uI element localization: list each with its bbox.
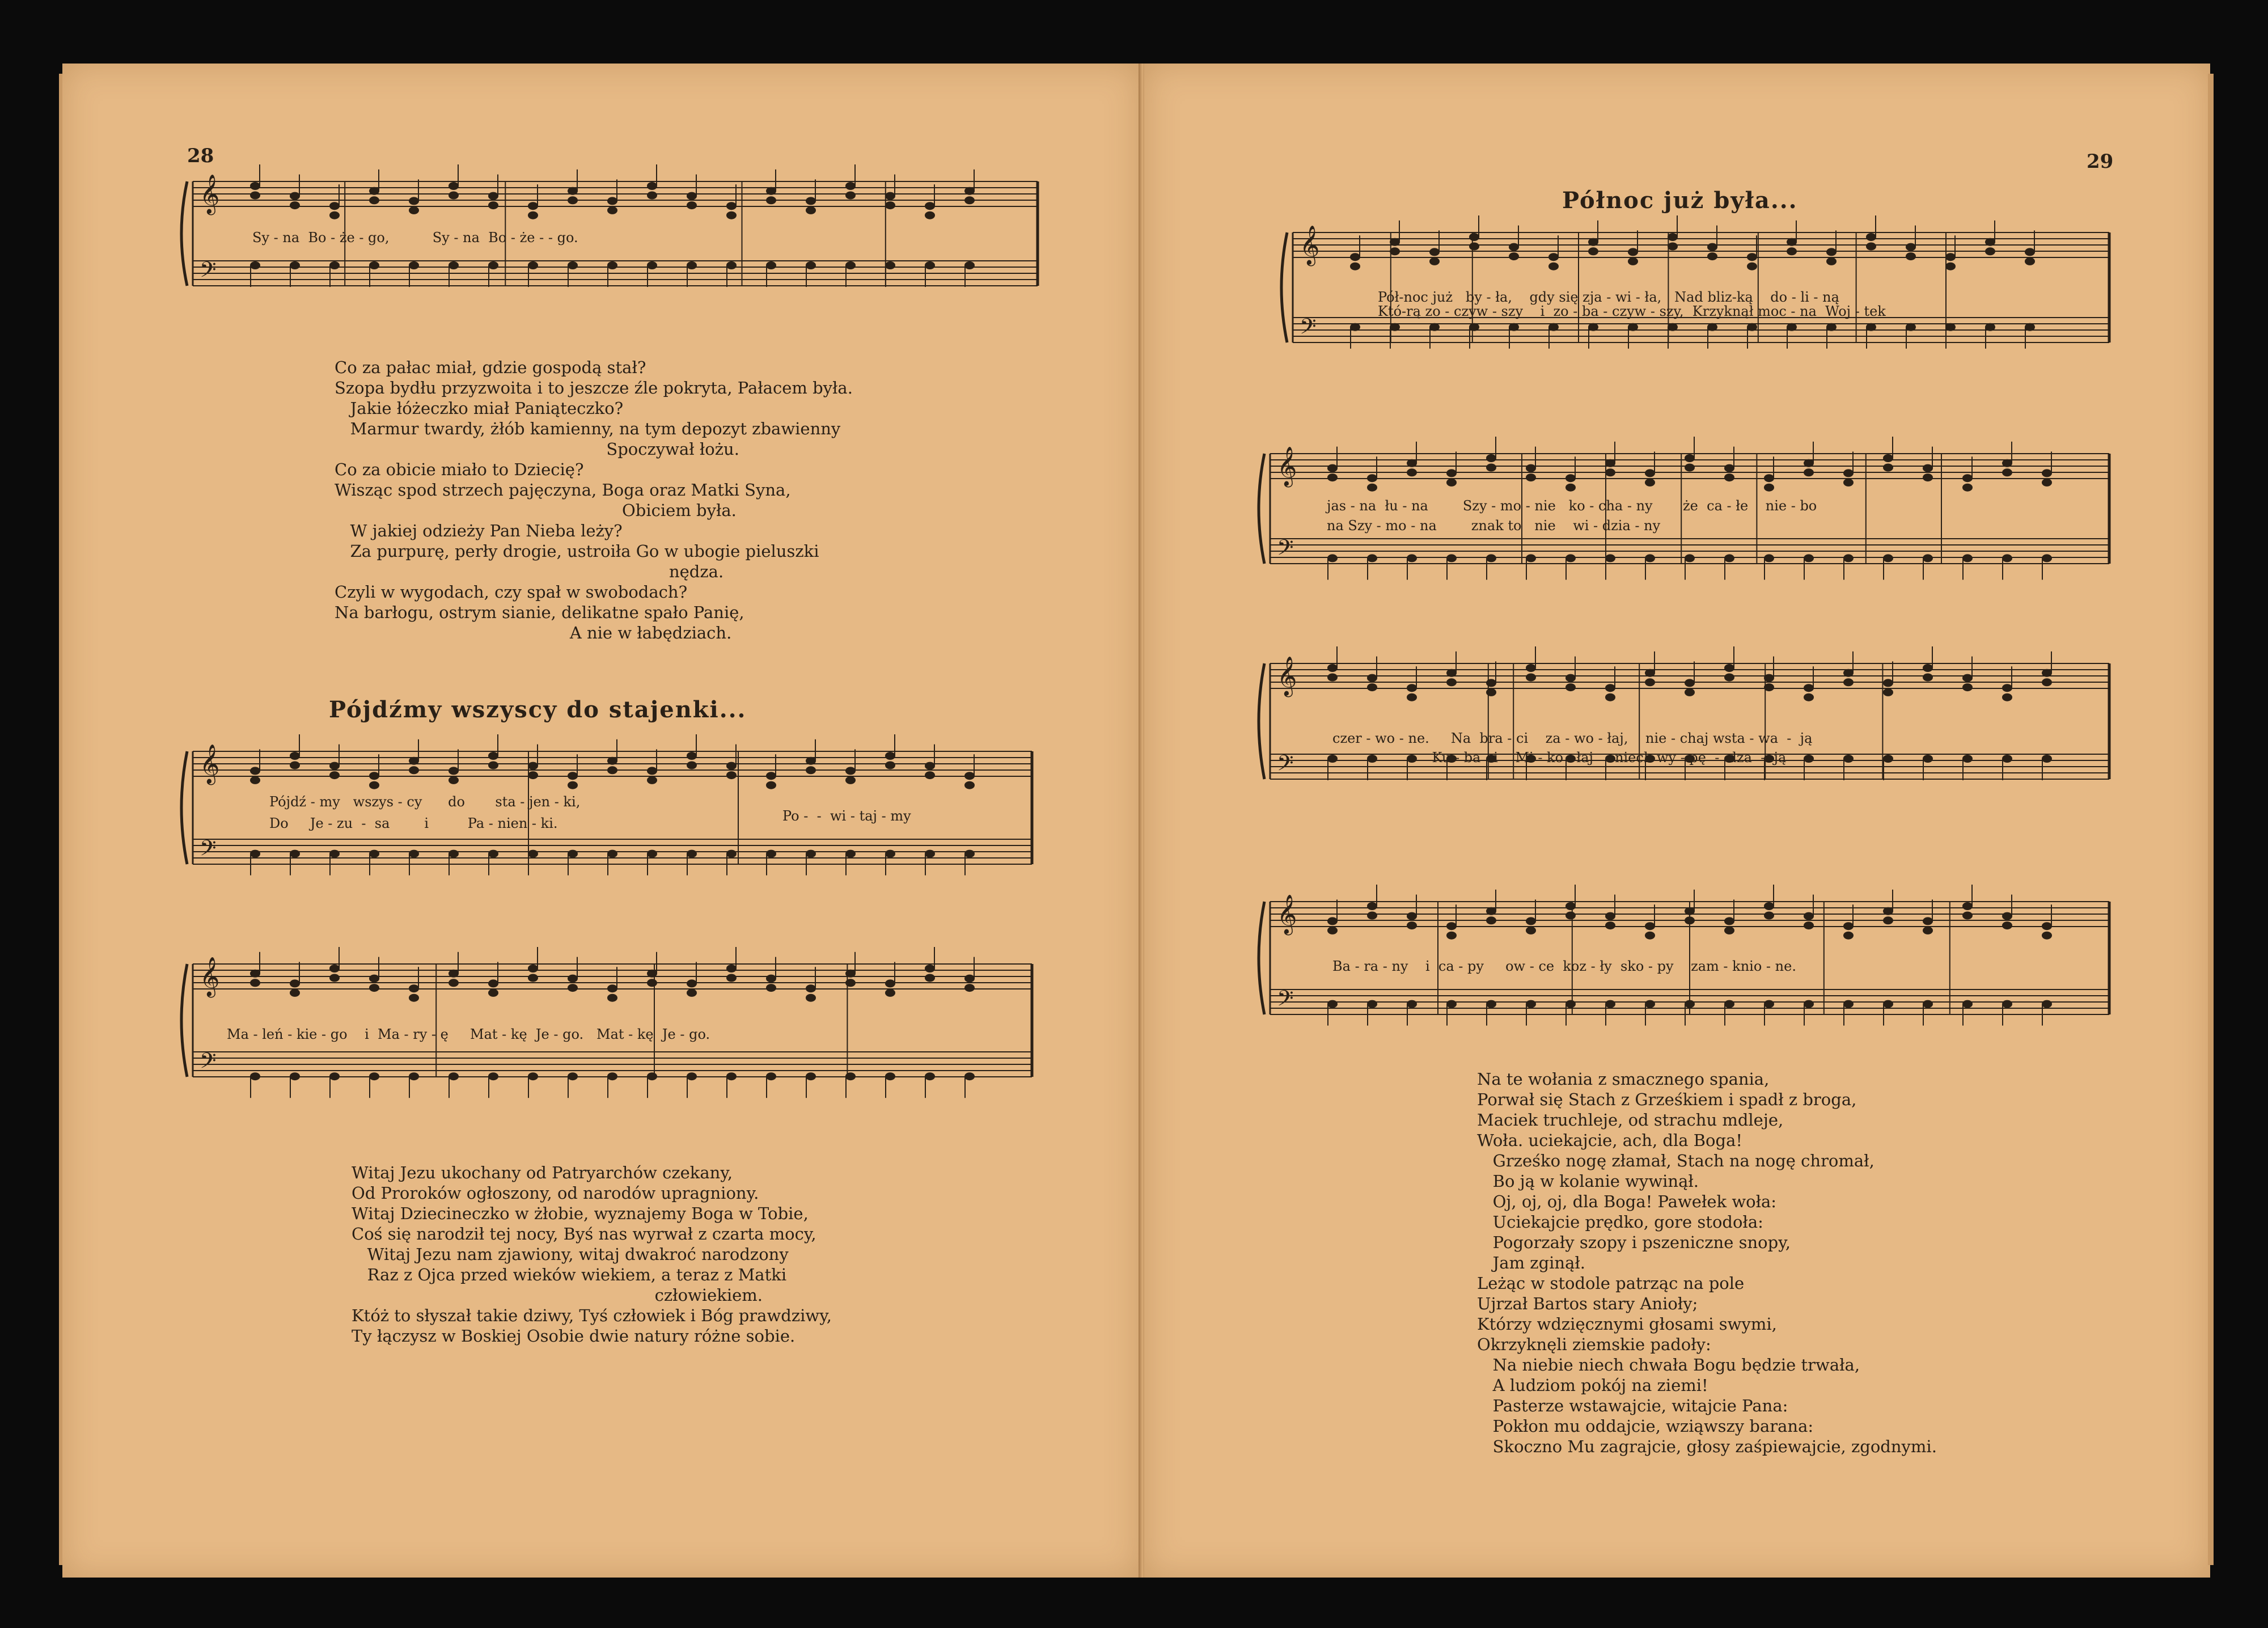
verse-line: Ujrzał Bartos stary Anioły; (1477, 1294, 1698, 1313)
verse-line: człowiekiem. (352, 1286, 763, 1305)
svg-text:𝄢: 𝄢 (1277, 535, 1294, 565)
carol3-lyrics-1a: Pół-noc już by - ła, gdy się zja - wi - ła, Nad bliz-ką do - li - ną (1378, 289, 1839, 305)
verse-line: A nie w łabędziach. (335, 623, 732, 642)
svg-text:𝄢: 𝄢 (1277, 750, 1294, 781)
verse-line: Marmur twardy, żłób kamienny, na tym depozyt zbawienny (335, 419, 841, 438)
verse-line: Witaj Jezu nam zjawiony, witaj dwakroć narodzony (352, 1245, 789, 1264)
svg-text:𝄢: 𝄢 (1277, 986, 1294, 1016)
verse-line: Uciekajcie prędko, gore stodoła: (1477, 1212, 1763, 1232)
music-system (1247, 442, 2109, 590)
carol3-lyrics-4: Ba - ra - ny i ca - py ow - ce koz - ły sko - py zam - knio - ne. (1332, 958, 1796, 974)
verse-line: Woła. uciekajcie, ach, dla Boga! (1477, 1131, 1743, 1150)
verse-line: Od Proroków ogłoszony, od narodów upragniony. (352, 1183, 759, 1203)
verse-line: Jakie łóżeczko miał Paniąteczko? (335, 399, 624, 418)
svg-text:𝄢: 𝄢 (200, 835, 217, 866)
svg-text:𝄞: 𝄞 (200, 174, 220, 214)
verse-line: Na te wołania z smacznego spania, (1477, 1069, 1770, 1089)
verse-line: Co za pałac miał, gdzie gospodą stał? (335, 358, 646, 377)
svg-text:𝄞: 𝄞 (200, 744, 220, 784)
verse-line: Spoczywał łożu. (335, 439, 739, 459)
verse-line: nędza. (335, 562, 724, 581)
svg-text:𝄢: 𝄢 (200, 257, 217, 287)
svg-text:𝄞: 𝄞 (1277, 446, 1297, 486)
verse-line: Za purpurę, perły drogie, ustroiła Go w ubogie pieluszki (335, 542, 819, 561)
carol1-verses (335, 357, 853, 643)
carol3-title: Północ już była... (1562, 187, 1798, 214)
svg-text:𝄞: 𝄞 (1277, 894, 1297, 934)
carol3-lyrics-3a: czer - wo - ne. Na bra - ci za - wo - łaj, nie - chaj wsta - wa - ją (1332, 730, 1813, 746)
verse-line: Obiciem była. (335, 501, 737, 520)
verse-line: Pokłon mu oddajcie, wziąwszy barana: (1477, 1416, 1814, 1436)
verse-line: Raz z Ojca przed wieków wiekiem, a teraz z Matki (352, 1265, 787, 1284)
verse-line: Ty łączysz w Boskiej Osobie dwie natury różne sobie. (352, 1326, 796, 1346)
verse-line: Leżąc w stodole patrząc na pole (1477, 1274, 1745, 1293)
verse-line: Czyli w wygodach, czy spał w swobodach? (335, 582, 688, 602)
carol3-lyrics-2a: jas - na łu - na Szy - mo - nie ko - cha - ny że ca - łe nie - bo (1327, 498, 1817, 514)
verse-line: Pogorzały szopy i pszeniczne snopy, (1477, 1233, 1791, 1252)
verse-line: Grześko nogę złamał, Stach na nogę chromał, (1477, 1151, 1875, 1170)
carol2-lyrics-3: Po - - wi - taj - my (782, 808, 911, 824)
verse-line: Wisząc spod strzech pajęczyna, Boga oraz Matki Syna, (335, 480, 791, 500)
carol3-lyrics-2b: na Szy - mo - na znak to nie wi - dzia - ny (1327, 518, 1661, 534)
carol2-lyrics-2: Do Je - zu - sa i Pa - nien - ki. (269, 815, 558, 831)
verse-line: Którzy wdzięcznymi głosami swymi, (1477, 1314, 1777, 1334)
verse-line: Jam zginął. (1477, 1253, 1585, 1272)
verse-line: Co za obicie miało to Dziecię? (335, 460, 584, 479)
svg-text:𝄢: 𝄢 (1300, 314, 1317, 344)
verse-line: A ludziom pokój na ziemi! (1477, 1376, 1708, 1395)
svg-text:𝄞: 𝄞 (1300, 225, 1320, 265)
carol2-lyrics-1: Pójdź - my wszys - cy do sta - jen - ki, (269, 794, 581, 810)
verse-line: Witaj Dziecineczko w żłobie, wyznajemy Boga w Tobie, (352, 1204, 809, 1223)
carol3-verses (1477, 1069, 1937, 1457)
verse-line: Porwał się Stach z Grześkiem i spadł z broga, (1477, 1090, 1857, 1109)
carol1-lyrics: Sy - na Bo - że - go, Sy - na Bo - że - - go. (252, 230, 578, 246)
svg-text:𝄞: 𝄞 (1277, 656, 1297, 696)
verse-line: Szopa bydłu przyzwoita i to jeszcze źle pokryta, Pałacem była. (335, 378, 853, 398)
carol3-lyrics-3b: Ku - ba i Mi - ko - łaj niech wy - pę - dza - ją (1332, 750, 1787, 766)
page-number-left: 28 (187, 145, 214, 167)
verse-line: Oj, oj, oj, dla Boga! Pawełek woła: (1477, 1192, 1777, 1211)
verse-line: Któż to słyszał takie dziwy, Tyś człowiek i Bóg prawdziwy, (352, 1306, 832, 1325)
verse-line: Skoczno Mu zagrajcie, głosy zaśpiewajcie, zgodnymi. (1477, 1437, 1937, 1456)
verse-line: Maciek truchleje, od strachu mdleje, (1477, 1110, 1784, 1130)
carol2-lyrics-4: Ma - leń - kie - go i Ma - ry - ę Mat - kę Je - go. Mat - kę Je - go. (227, 1026, 710, 1042)
page-number-right: 29 (2087, 150, 2114, 173)
verse-line: Na niebie niech chwała Bogu będzie trwała, (1477, 1355, 1860, 1375)
carol2-title: Pójdźmy wszyscy do stajenki... (329, 696, 747, 723)
verse-line: Okrzyknęli ziemskie padoły: (1477, 1335, 1711, 1354)
verse-line: W jakiej odzieży Pan Nieba leży? (335, 521, 623, 540)
verse-line: Na barłogu, ostrym sianie, delikatne spało Panię, (335, 603, 744, 622)
staff-lines (1247, 442, 2109, 590)
verse-line: Pasterze wstawajcie, witajcie Pana: (1477, 1396, 1788, 1415)
verse-line: Bo ją w kolanie wywinął. (1477, 1172, 1699, 1191)
carol3-lyrics-1b: Któ-rą zo - czyw - szy i zo - ba - czyw - szy, Krzyknął moc - na Woj - tek (1378, 303, 1886, 319)
verse-line: Witaj Jezu ukochany od Patryarchów czekany, (352, 1163, 733, 1182)
svg-text:𝄢: 𝄢 (200, 1048, 217, 1079)
svg-text:𝄞: 𝄞 (200, 957, 220, 996)
carol2-verses (352, 1162, 832, 1346)
verse-line: Coś się narodził tej nocy, Byś nas wyrwał z czarta mocy, (352, 1224, 816, 1244)
